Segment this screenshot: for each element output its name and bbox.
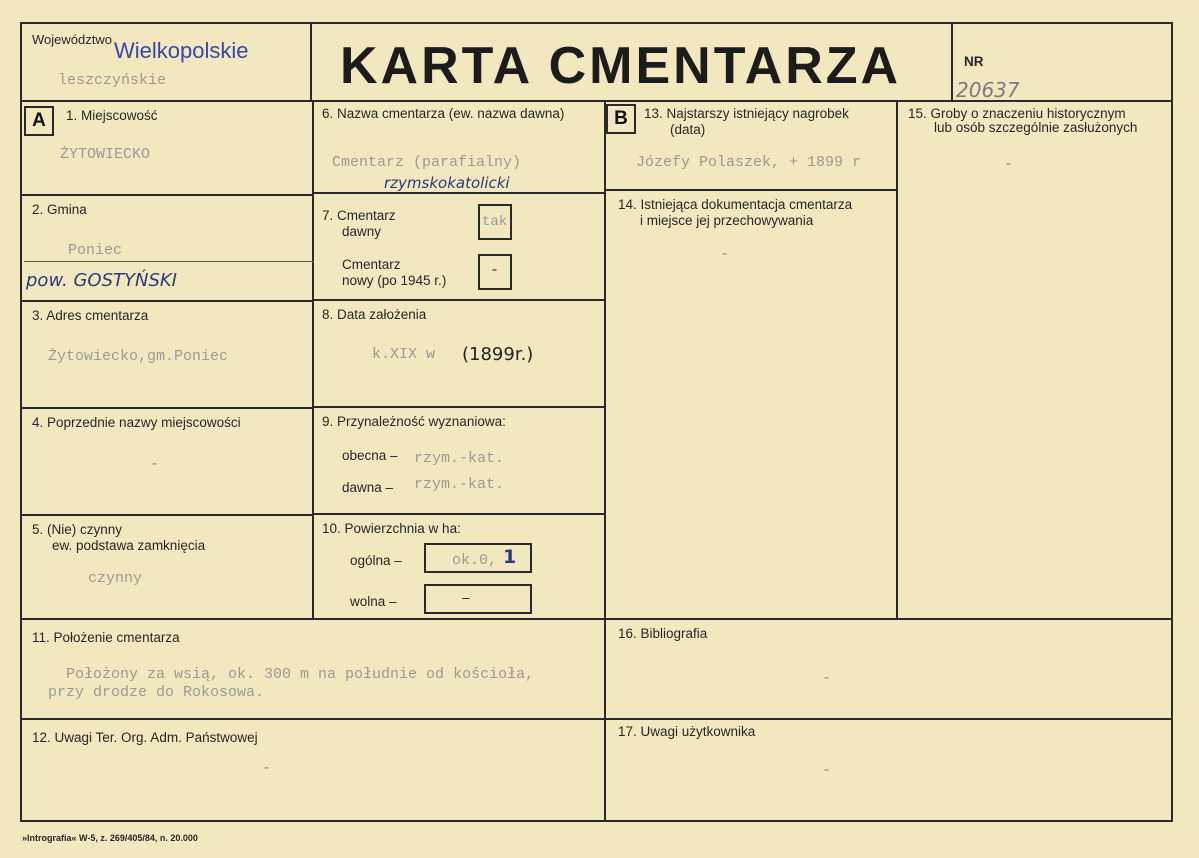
- f14-label-1: 14. Istniejąca dokumentacja cmentarza: [618, 197, 853, 212]
- f9-dawna-label: dawna –: [342, 480, 394, 495]
- f7-label-2a: Cmentarz: [342, 257, 401, 272]
- f6-value: Cmentarz (parafialny): [332, 154, 522, 171]
- col-divider-b: [604, 100, 606, 820]
- row-line-b4: [312, 513, 606, 515]
- header-divider-1: [310, 22, 312, 102]
- frame-right: [1171, 22, 1173, 822]
- f15-value: -: [1004, 156, 1014, 173]
- f14-label-2: i miejsce jej przechowywania: [640, 213, 814, 228]
- section-a-letter: A: [24, 106, 54, 136]
- col-divider-c: [896, 100, 898, 618]
- f16-label: 16. Bibliografia: [618, 626, 708, 641]
- wojewodztwo-old: leszczyńskie: [58, 72, 167, 89]
- f2-label: 2. Gmina: [32, 202, 87, 217]
- nr-label: NR: [964, 54, 984, 69]
- section-b-letter: B: [606, 104, 636, 134]
- row-line-a1: [20, 194, 314, 196]
- f8-label: 8. Data założenia: [322, 307, 427, 322]
- f12-value: -: [262, 760, 272, 777]
- row-line-lower: [20, 718, 1173, 720]
- f13-value: Józefy Polaszek, + 1899 r: [636, 154, 862, 171]
- f3-value: Żytowiecko,gm.Poniec: [48, 348, 229, 365]
- f7-label-1b: dawny: [342, 224, 382, 239]
- f15-label-1: 15. Groby o znaczeniu historycznym: [908, 106, 1126, 121]
- f9-obecna-value: rzym.-kat.: [414, 450, 505, 467]
- f6-label: 6. Nazwa cmentarza (ew. nazwa dawna): [322, 106, 565, 121]
- f16-value: -: [822, 670, 832, 687]
- footer-print-info: »Intrografia« W-5, z. 269/405/84, n. 20.000: [22, 833, 198, 843]
- row-line-a3: [20, 407, 314, 409]
- f7-box-2-value: -: [490, 262, 500, 279]
- f7-label-1a: 7. Cmentarz: [322, 208, 396, 223]
- row-line-c1: [604, 189, 896, 191]
- f2-value: Poniec: [68, 242, 123, 259]
- f13-label-1: 13. Najstarszy istniejący nagrobek: [644, 106, 849, 121]
- frame-top: [20, 22, 1173, 24]
- f10-wolna-value: –: [462, 590, 470, 605]
- f11-label: 11. Położenie cmentarza: [32, 630, 180, 645]
- row-line-b3: [312, 406, 606, 408]
- f1-value: ŻYTOWIECKO: [60, 146, 151, 163]
- f13-label-2: (data): [670, 122, 706, 137]
- wojewodztwo-stamp: Wielkopolskie: [114, 38, 249, 63]
- f10-ogolna-hand: 1: [503, 546, 517, 568]
- f10-label: 10. Powierzchnia w ha:: [322, 521, 461, 536]
- f4-value: -: [150, 456, 160, 473]
- row-line-b2: [312, 299, 606, 301]
- wojewodztwo-label: Województwo: [32, 32, 112, 47]
- row-line-a4: [20, 514, 314, 516]
- f10-ogolna-label: ogólna –: [350, 553, 402, 568]
- f14-value: -: [720, 246, 730, 263]
- f5-label-1: 5. (Nie) czynny: [32, 522, 123, 537]
- row-line-a2: [20, 300, 314, 302]
- f12-label: 12. Uwagi Ter. Org. Adm. Państwowej: [32, 730, 258, 745]
- f9-dawna-value: rzym.-kat.: [414, 476, 505, 493]
- header-divider-2: [951, 22, 953, 102]
- f1-label: 1. Miejscowość: [66, 108, 158, 123]
- f8-hand: (1899r.): [462, 344, 534, 365]
- f9-obecna-label: obecna –: [342, 448, 398, 463]
- f11-line-1: Położony za wsią, ok. 300 m na południe od kościoła,: [66, 666, 535, 683]
- f7-label-2b: nowy (po 1945 r.): [342, 273, 447, 288]
- f8-value: k.XIX w: [372, 346, 436, 363]
- f9-label: 9. Przynależność wyznaniowa:: [322, 414, 506, 429]
- f2-underline: [24, 261, 314, 262]
- nr-value: 20637: [956, 78, 1020, 102]
- frame-left: [20, 22, 22, 822]
- f5-value: czynny: [88, 570, 143, 587]
- f6-hand: rzymskokatolicki: [384, 174, 510, 192]
- row-line-b1: [312, 192, 606, 194]
- f17-value: -: [822, 762, 832, 779]
- f10-box-wolna: [424, 584, 532, 614]
- f10-wolna-label: wolna –: [350, 594, 397, 609]
- f17-label: 17. Uwagi użytkownika: [618, 724, 756, 739]
- f7-box-1-value: tak: [482, 214, 508, 230]
- col-divider-a: [312, 100, 314, 620]
- row-line-main: [20, 618, 1173, 620]
- f4-label: 4. Poprzednie nazwy miejscowości: [32, 415, 241, 430]
- frame-bottom: [20, 820, 1173, 822]
- f11-line-2: przy drodze do Rokosowa.: [48, 684, 265, 701]
- f3-label: 3. Adres cmentarza: [32, 308, 149, 323]
- f10-ogolna-value: ok.0,: [452, 552, 498, 569]
- f2-hand: pow. GOSTYŃSKI: [26, 270, 177, 291]
- f15-label-2: lub osób szczególnie zasłużonych: [934, 120, 1138, 135]
- f5-label-2: ew. podstawa zamknięcia: [52, 538, 206, 553]
- page-title: KARTA CMENTARZA: [340, 37, 902, 95]
